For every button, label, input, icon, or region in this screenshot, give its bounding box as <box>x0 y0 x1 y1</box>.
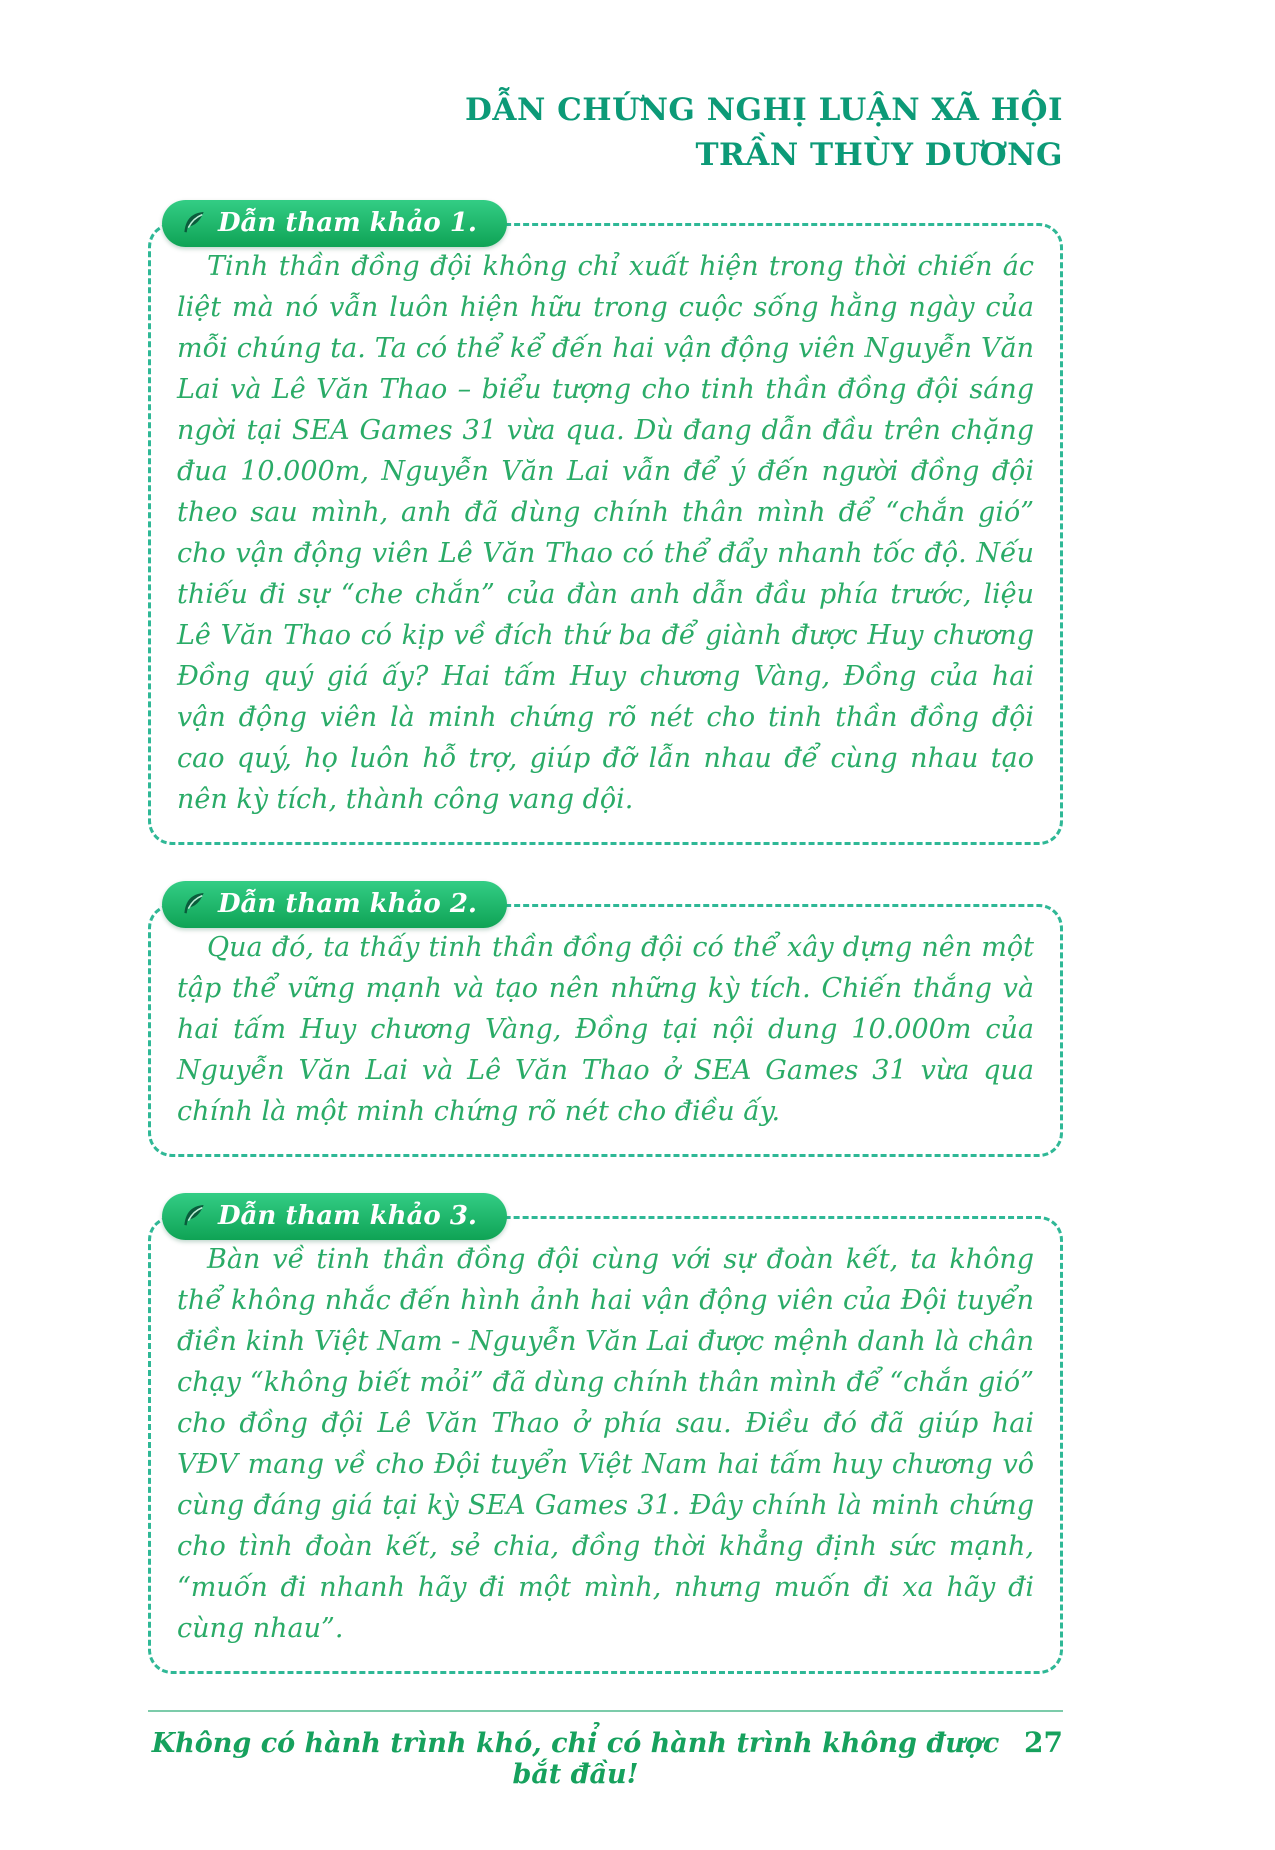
document-header <box>148 88 1063 178</box>
reference-section-1 <box>148 200 1063 845</box>
section-1-label-pill <box>162 200 507 247</box>
section-1-content-box <box>148 223 1063 845</box>
section-3-paragraph: Bàn về tinh thần đồng đội cùng với sự đoàn kết, ta không thể không nhắc đến hình ảnh hai vận động viên của Đội tuyển điền kinh Việt Nam - Nguyễn Văn Lai được mệnh danh là chân chạy “không biết mỏi” đã dùng chính thân mình để “chắn gió” cho đồng đội Lê Văn Thao ở phía sau. Điều đó đã giúp hai VĐV mang về cho Đội tuyển Việt Nam hai tấm huy chương vô cùng đáng giá tại kỳ SEA Games 31. Đây chính là minh chứng cho tình đoàn kết, sẻ chia, đồng thời khẳng định sức mạnh, “muốn đi nhanh hãy đi một mình, nhưng muốn đi xa hãy đi cùng nhau”. <box>177 1243 1034 1644</box>
quill-icon <box>178 1201 208 1231</box>
section-3-label: Dẫn tham khảo 3. <box>218 1201 477 1232</box>
page-number: 27 <box>1024 1725 1063 1759</box>
section-2-paragraph: Qua đó, ta thấy tinh thần đồng đội có thể xây dựng nên một tập thể vững mạnh và tạo nên những kỳ tích. Chiến thắng và hai tấm Huy chương Vàng, Đồng tại nội dung 10.000m của Nguyễn Văn Lai và Lê Văn Thao ở SEA Games 31 vừa qua chính là một minh chứng rõ nét cho điều ấy. <box>177 931 1034 1127</box>
section-3-content-box <box>148 1216 1063 1674</box>
reference-section-2 <box>148 881 1063 1157</box>
section-2-content-box <box>148 904 1063 1157</box>
section-1-paragraph: Tinh thần đồng đội không chỉ xuất hiện trong thời chiến ác liệt mà nó vẫn luôn hiện hữu trong cuộc sống hằng ngày của mỗi chúng ta. Ta có thể kể đến hai vận động viên Nguyễn Văn Lai và Lê Văn Thao – biểu tượng cho tinh thần đồng đội sáng ngời tại SEA Games 31 vừa qua. Dù đang dẫn đầu trên chặng đua 10.000m, Nguyễn Văn Lai vẫn để ý đến người đồng đội theo sau mình, anh đã dùng chính thân mình để “chắn gió” cho vận động viên Lê Văn Thao có thể đẩy nhanh tốc độ. Nếu thiếu đi sự “che chắn” của đàn anh dẫn đầu phía trước, liệu Lê Văn Thao có kịp về đích thứ ba để giành được Huy chương Đồng quý giá ấy? Hai tấm Huy chương Vàng, Đồng của hai vận động viên là minh chứng rõ nét cho tinh thần đồng đội cao quý, họ luôn hỗ trợ, giúp đỡ lẫn nhau để cùng nhau tạo nên kỳ tích, thành công vang dội. <box>177 250 1034 815</box>
document-author: TRẦN THÙY DƯƠNG <box>695 136 1063 173</box>
document-title: DẪN CHỨNG NGHỊ LUẬN XÃ HỘI <box>465 92 1063 128</box>
quill-icon <box>178 208 208 238</box>
footer-row <box>148 1726 1063 1790</box>
section-2-label-pill <box>162 881 507 928</box>
reference-section-3 <box>148 1193 1063 1674</box>
footer-divider <box>148 1710 1063 1712</box>
footer-quote: Không có hành trình khó, chỉ có hành trình không được bắt đầu! <box>151 1727 1000 1790</box>
quill-icon <box>178 889 208 919</box>
section-3-label-pill <box>162 1193 507 1240</box>
section-1-label: Dẫn tham khảo 1. <box>218 208 477 239</box>
document-footer <box>148 1710 1063 1790</box>
section-2-label: Dẫn tham khảo 2. <box>218 889 477 920</box>
